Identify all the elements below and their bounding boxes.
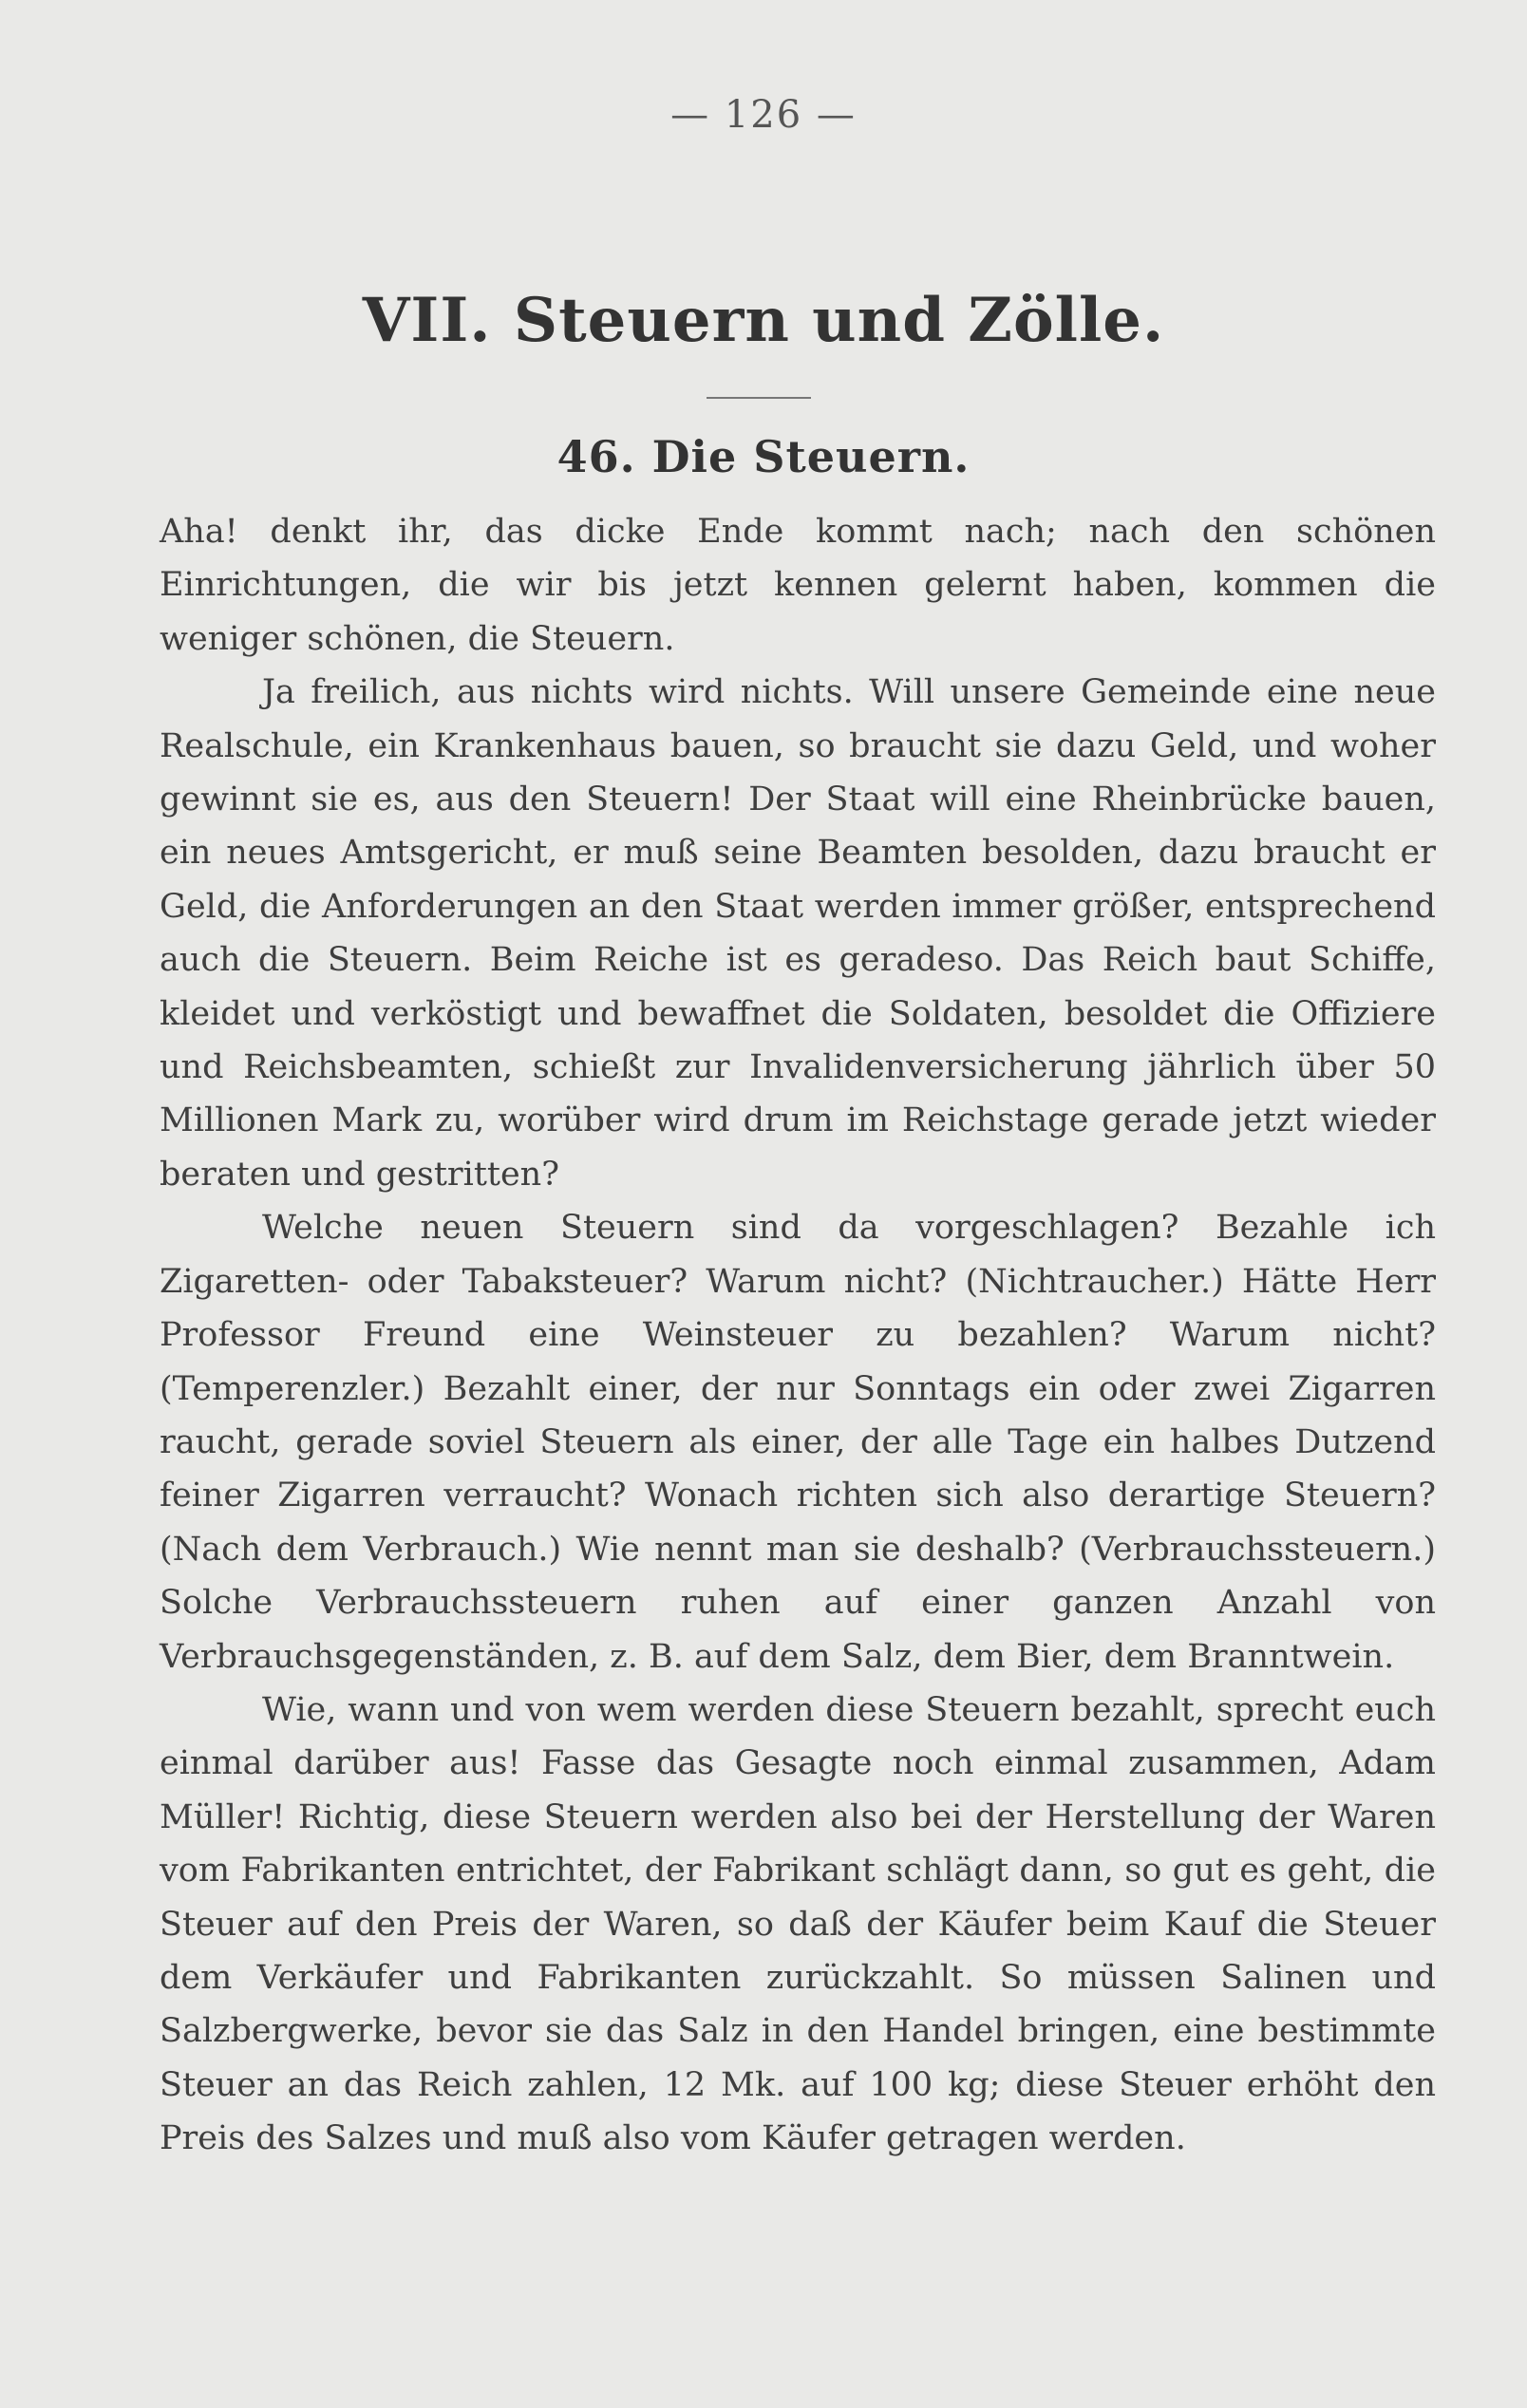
paragraph-3: Welche neuen Steuern sind da vorgeschlagen? Bezahle ich Zigaretten- oder Tabaksteuer? Warum nicht? (Nichtraucher.) Hätte Herr Professor Freund eine Weinsteuer zu bezahlen? Warum nicht? (Temperenzler.) Bezahlt einer, der nur Sonntags ein oder zwei Zigarren raucht, gerade soviel Steuern als einer, der alle Tage ein halbes Dutzend feiner Zigarren verraucht? Wonach richten sich also derartige Steuern? (Nach dem Verbrauch.) Wie nennt man sie deshalb? (Verbrauchssteuern.) Solche Verbrauchssteuern ruhen auf einer ganzen Anzahl von Verbrauchsgegenständen, z. B. auf dem Salz, dem Bier, dem Branntwein. — [160, 1209, 1436, 1676]
body-text — [160, 505, 1436, 2166]
title-divider — [707, 397, 811, 399]
page-number: — 126 — — [670, 93, 857, 137]
paragraph-2: Ja freilich, aus nichts wird nichts. Will unsere Gemeinde eine neue Realschule, ein Krankenhaus bauen, so braucht sie dazu Geld, und woher gewinnt sie es, aus den Steuern! Der Staat will eine Rheinbrücke bauen, ein neues Amtsgericht, er muß seine Beamten besolden, dazu braucht er Geld, die Anforderungen an den Staat werden immer größer, entsprechend auch die Steuern. Beim Reiche ist es geradeso. Das Reich baut Schiffe, kleidet und verköstigt und bewaffnet die Soldaten, besoldet die Offiziere und Reichsbeamten, schießt zur Invalidenversicherung jährlich über 50 Millionen Mark zu, worüber wird drum im Reichstage gerade jetzt wieder beraten und gestritten? — [160, 673, 1436, 1194]
chapter-title: VII. Steuern und Zölle. — [362, 285, 1165, 356]
section-title: 46. Die Steuern. — [556, 431, 971, 482]
paragraph-1: Aha! denkt ihr, das dicke Ende kommt nach; nach den schönen Einrichtungen, die wir bis jetzt kennen gelernt haben, kommen die weniger schönen, die Steuern. — [160, 513, 1436, 658]
paragraph-4: Wie, wann und von wem werden diese Steuern bezahlt, sprecht euch einmal darüber aus! Fasse das Gesagte noch einmal zusammen, Adam Müller! Richtig, diese Steuern werden also bei der Herstellung der Waren vom Fabrikanten entrichtet, der Fabrikant schlägt dann, so gut es geht, die Steuer auf den Preis der Waren, so daß der Käufer beim Kauf die Steuer dem Verkäufer und Fabrikanten zurückzahlt. So müssen Salinen und Salzbergwerke, bevor sie das Salz in den Handel bringen, eine bestimmte Steuer an das Reich zahlen, 12 Mk. auf 100 kg; diese Steuer erhöht den Preis des Salzes und muß also vom Käufer getragen werden. — [160, 1690, 1436, 2158]
